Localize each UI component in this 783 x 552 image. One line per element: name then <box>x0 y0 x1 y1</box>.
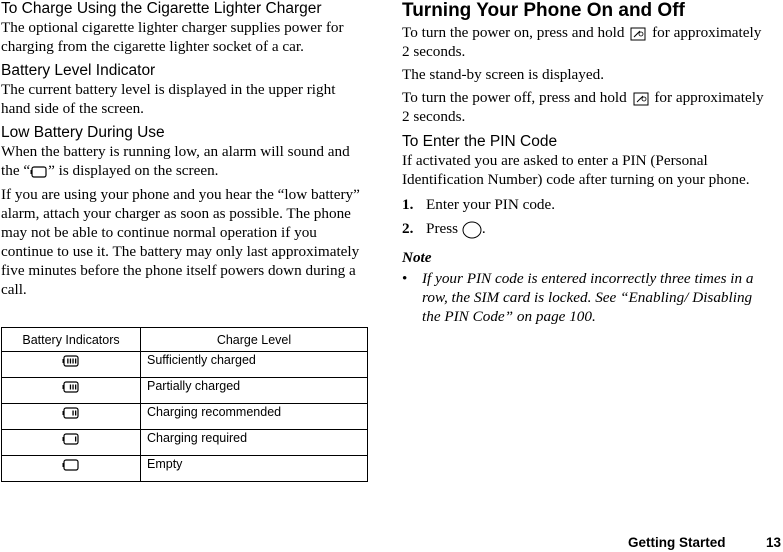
page-title: Turning Your Phone On and Off <box>402 0 685 21</box>
battery-indicator-table <box>1 327 368 482</box>
charge-level-cell: Sufficiently charged <box>141 352 368 378</box>
col-header-charge-level: Charge Level <box>141 328 368 352</box>
low-battery-text-post: ” is displayed on the screen. <box>48 162 219 179</box>
note-item <box>402 269 772 326</box>
note-bullet: • <box>402 269 408 287</box>
charge-level-cell: Empty <box>141 456 368 482</box>
power-off-text-post: for approximately 2 seconds. <box>402 89 764 125</box>
charge-level-cell: Charging required <box>141 430 368 456</box>
battery-level-icon <box>62 381 80 393</box>
cigarette-charger-text: The optional cigarette lighter charger supplies power for charging from the cigarette lighter socket of a car. <box>1 19 344 55</box>
power-key-icon <box>631 91 651 107</box>
section-heading-cigarette-charger: To Charge Using the Cigarette Lighter Charger <box>1 0 322 17</box>
section-heading-battery-level: Battery Level Indicator <box>1 62 156 79</box>
pin-code-text: If activated you are asked to enter a PIN (Personal Identification Number) code after turning on your phone. <box>402 152 750 188</box>
note-text: If your PIN code is entered incorrectly three times in a row, the SIM card is locked. See “Enabling/ Disabling the PIN Code” on page 100. <box>422 269 754 325</box>
list-item <box>402 195 772 214</box>
table-row <box>2 378 368 404</box>
battery-level-text: The current battery level is displayed in the upper right hand side of the screen. <box>1 81 336 117</box>
table-row <box>2 430 368 456</box>
step-text: Press <box>426 220 459 237</box>
battery-level-icon <box>62 355 80 367</box>
battery-level-icon <box>62 459 80 471</box>
col-header-battery-indicators: Battery Indicators <box>2 328 141 352</box>
battery-level-icon <box>62 407 80 419</box>
table-row <box>2 456 368 482</box>
power-on-text-pre: To turn the power on, press and hold <box>402 24 625 41</box>
section-heading-low-battery: Low Battery During Use <box>1 124 165 141</box>
left-column <box>1 0 367 299</box>
pin-steps-list <box>402 195 772 239</box>
right-column <box>402 0 772 326</box>
empty-battery-icon <box>30 166 48 178</box>
low-battery-text <box>1 142 367 180</box>
power-on-text-post: for approximately 2 seconds. <box>402 24 762 60</box>
battery-level-icon <box>62 433 80 445</box>
battery-indicator-cell <box>2 456 141 482</box>
center-key-icon <box>462 221 482 239</box>
table-row <box>2 404 368 430</box>
section-heading-pin-code: To Enter the PIN Code <box>402 133 558 150</box>
battery-indicator-cell <box>2 352 141 378</box>
charge-level-cell: Partially charged <box>141 378 368 404</box>
table-row <box>2 352 368 378</box>
charge-level-cell: Charging recommended <box>141 404 368 430</box>
table-header-row <box>2 328 368 352</box>
step-text-end: . <box>481 220 486 237</box>
power-key-icon <box>628 26 648 42</box>
power-on-text <box>402 23 772 61</box>
power-off-text <box>402 88 772 126</box>
note-title: Note <box>402 248 432 266</box>
step-text: Enter your PIN code. <box>426 196 556 213</box>
battery-indicator-cell <box>2 404 141 430</box>
page-number: 13 <box>766 535 782 550</box>
battery-indicator-cell <box>2 378 141 404</box>
step-number: 1. <box>402 196 414 213</box>
standby-text: The stand-by screen is displayed. <box>402 66 605 83</box>
low-battery-text-pre: When the battery is running low, an alarm will sound and the “ <box>1 143 350 179</box>
list-item <box>402 219 772 239</box>
footer-section-title: Getting Started <box>628 535 726 550</box>
low-battery-advice-text: If you are using your phone and you hear the “low battery” alarm, attach your charger as soon as possible. The phone may not be able to continue normal operation if you continue to use it. The battery may only last approximately five minutes before the phone itself powers down during a call. <box>1 186 360 298</box>
power-off-text-pre: To turn the power off, press and hold <box>402 89 627 106</box>
step-number: 2. <box>402 220 414 237</box>
battery-indicator-cell <box>2 430 141 456</box>
